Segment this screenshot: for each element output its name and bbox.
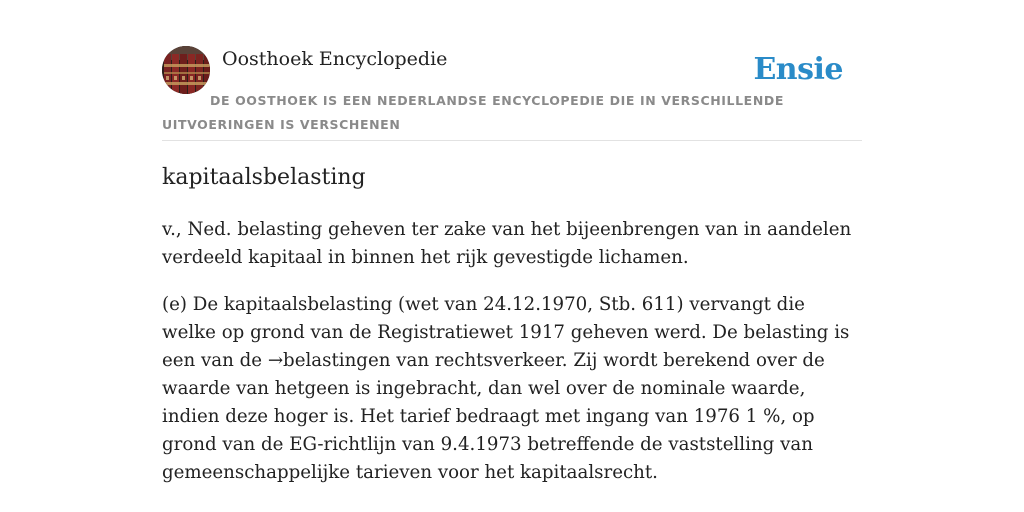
article-paragraph-body: (e) De kapitaalsbelasting (wet van 24.12.1970, Stb. 611) vervangt die welke op grond van de Registratiewet 1917 geheven werd. De belasting is een van de →belastingen van rechtsverkeer. Zij wordt berekend over de waarde van hetgeen is ingebracht, dan wel over de nominale waarde, indien deze hoger is. Het tarief bedraagt met ingang van 1976 1 %, op grond van de EG-richtlijn van 9.4.1973 betreffende de vaststelling van gemeenschappelijke tarieven voor het kapitaalsrecht. [162,294,850,483]
site-title[interactable]: Oosthoek Encyclopedie [222,48,448,70]
article-title: kapitaalsbelasting [162,165,366,190]
article-paragraph-definition: v., Ned. belasting geheven ter zake van het bijeenbrengen van in aandelen verdeeld kapitaal in binnen het rijk gevestigde lichamen. [162,219,852,268]
site-header [162,46,862,141]
encyclopedia-books-icon[interactable] [162,46,210,94]
article [162,162,862,487]
ensie-logo-link[interactable]: Ensie [753,52,843,87]
site-tagline: DE OOSTHOEK IS EEN NEDERLANDSE ENCYCLOPEDIE DIE IN VERSCHILLENDE UITVOERINGEN IS VERSCHENEN [162,93,784,132]
